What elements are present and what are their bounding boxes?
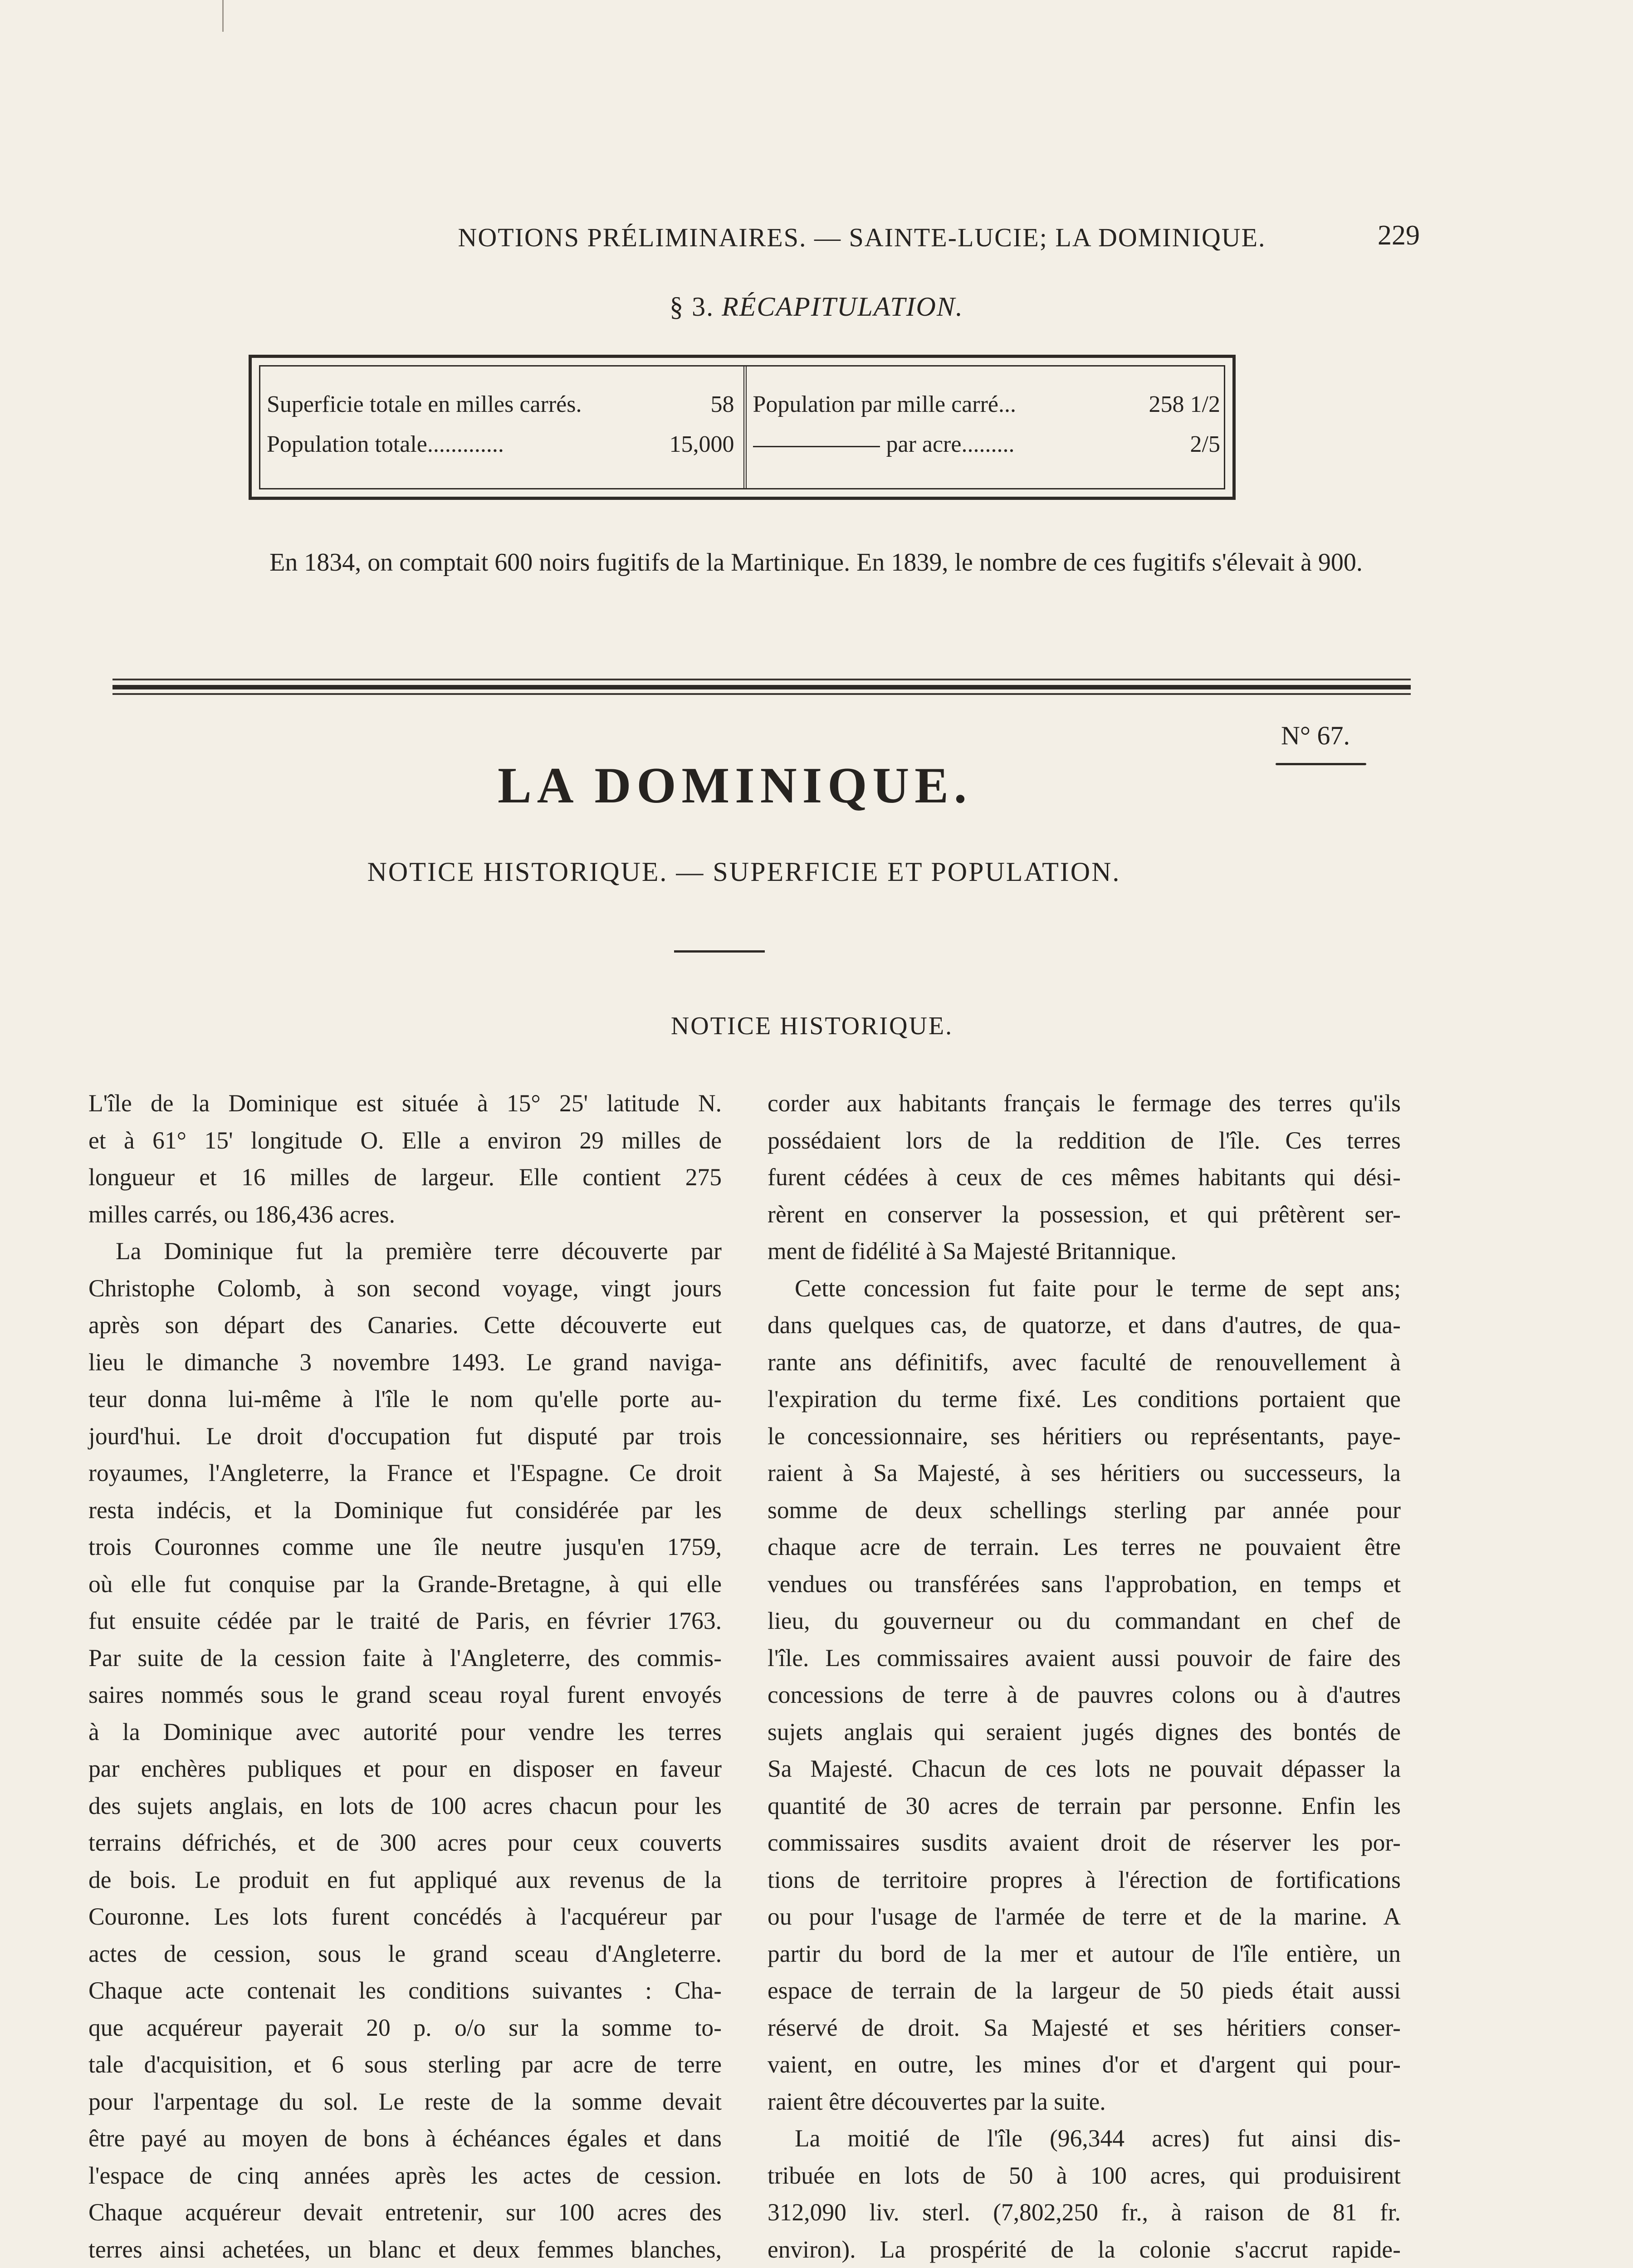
chapter-title: LA DOMINIQUE. (498, 758, 972, 814)
recap-value: 58 (710, 391, 734, 417)
text-line: trois Couronnes comme une île neutre jusqu'en 1759, (88, 1533, 722, 1560)
ditto-dash (753, 446, 880, 447)
recap-row (753, 425, 1221, 464)
text-line: raient être découvertes par la suite. (768, 2087, 1106, 2115)
section-heading (454, 291, 1179, 323)
text-line: saires nommés sous le grand sceau royal furent envoyés (88, 1681, 722, 1708)
text-line: Chaque acte contenait les conditions suivantes : Cha- (88, 1977, 722, 2004)
text-line: 312,090 liv. sterl. (7,802,250 fr., à raison de 81 fr. (768, 2199, 1401, 2226)
separator-rule-thin (112, 679, 1411, 680)
text-line: tale d'acquisition, et 6 sous sterling par acre de terre (88, 2051, 722, 2078)
text-line: de bois. Le produit en fut appliqué aux revenus de la (88, 1866, 722, 1893)
recap-label-group (753, 425, 1015, 464)
text-line: Sa Majesté. Chacun de ces lots ne pouvait dépasser la (768, 1755, 1401, 1782)
text-line: le concessionnaire, ses héritiers ou représentants, paye- (768, 1422, 1401, 1450)
text-line: lieu le dimanche 3 novembre 1493. Le grand naviga- (88, 1348, 722, 1376)
text-line: teur donna lui-même à l'île le nom qu'elle porte au- (88, 1385, 722, 1413)
text-line: rante ans définitifs, avec faculté de renouvellement à (768, 1348, 1401, 1376)
text-line: rèrent en conserver la possession, et qui prêtèrent ser- (768, 1200, 1401, 1228)
text-line: actes de cession, sous le grand sceau d'Angleterre. (88, 1940, 722, 1967)
text-line: ou pour l'usage de l'armée de terre et de la marine. A (768, 1903, 1401, 1930)
text-line: et à 61° 15' longitude O. Elle a environ 29 milles de (88, 1126, 722, 1154)
recap-label: Population totale............. (267, 431, 504, 457)
text-line: raient à Sa Majesté, à ses héritiers ou successeurs, la (768, 1459, 1401, 1486)
text-line: Cette concession fut faite pour le terme de sept ans; (795, 1274, 1401, 1302)
text-line: pour l'arpentage du sol. Le reste de la somme devait (88, 2087, 722, 2115)
text-line: terres ainsi achetées, un blanc et deux femmes blanches, (88, 2235, 722, 2263)
recap-label: Population par mille carré... (753, 391, 1016, 417)
text-line: l'île. Les commissaires avaient aussi pouvoir de faire des (768, 1644, 1401, 1672)
text-line: après son départ des Canaries. Cette découverte eut (88, 1311, 722, 1339)
recap-label: par acre......... (886, 431, 1015, 457)
text-line: être payé au moyen de bons à échéances égales et dans (88, 2125, 722, 2152)
text-line: Par suite de la cession faite à l'Angleterre, des commis- (88, 1644, 722, 1672)
text-line: jourd'hui. Le droit d'occupation fut disputé par trois (88, 1422, 722, 1450)
text-line: commissaires susdits avaient droit de réserver les por- (768, 1829, 1401, 1856)
text-line: possédaient lors de la reddition de l'île. Ces terres (768, 1126, 1401, 1154)
text-line: vendues ou transférées sans l'approbation, en temps et (768, 1570, 1401, 1598)
text-line: resta indécis, et la Dominique fut considérée par les (88, 1496, 722, 1524)
page-number: 229 (1378, 220, 1420, 251)
section-number: § 3. (670, 292, 714, 322)
text-line: longueur et 16 milles de largeur. Elle contient 275 (88, 1163, 722, 1191)
text-line: que acquéreur payerait 20 p. o/o sur la somme to- (88, 2014, 722, 2041)
recap-label: Superficie totale en milles carrés. (267, 391, 582, 417)
text-line: vaient, en outre, les mines d'or et d'argent qui pour- (768, 2051, 1401, 2078)
text-line: l'espace de cinq années après les actes de cession. (88, 2161, 722, 2189)
text-line: ment de fidélité à Sa Majesté Britannique. (768, 1237, 1177, 1265)
binding-mark (222, 0, 224, 32)
text-line: lieu, du gouverneur ou du commandant en chef de (768, 1607, 1401, 1634)
text-line: fut ensuite cédée par le traité de Paris, en février 1763. (88, 1607, 722, 1634)
text-line: corder aux habitants français le fermage des terres qu'ils (768, 1090, 1401, 1117)
text-line: La moitié de l'île (96,344 acres) fut ainsi dis- (795, 2125, 1401, 2152)
text-line: partir du bord de la mer et autour de l'île entière, un (768, 1940, 1401, 1967)
text-line: par enchères publiques et pour en disposer en faveur (88, 1755, 722, 1782)
text-line: sujets anglais qui seraient jugés dignes des bontés de (768, 1718, 1401, 1745)
fugitives-note: En 1834, on comptait 600 noirs fugitifs de la Martinique. En 1839, le nombre de ces fugitifs s'élevait à 900. (269, 548, 1363, 577)
text-line: La Dominique fut la première terre découverte par (116, 1237, 722, 1265)
section-title: RÉCAPITULATION. (722, 292, 963, 322)
notice-number: N° 67. (1281, 721, 1350, 750)
recap-row (267, 385, 734, 425)
text-line: réservé de droit. Sa Majesté et ses héritiers conser- (768, 2014, 1401, 2041)
text-line: Christophe Colomb, à son second voyage, vingt jours (88, 1274, 722, 1302)
text-line: Chaque acquéreur devait entretenir, sur 100 acres des (88, 2199, 722, 2226)
recap-value: 15,000 (669, 431, 734, 457)
notice-heading: NOTICE HISTORIQUE. (670, 1012, 953, 1040)
text-line: concessions de terre à de pauvres colons ou à d'autres (768, 1681, 1401, 1708)
recap-value: 2/5 (1190, 431, 1220, 457)
text-line: où elle fut conquise par la Grande-Bretagne, à qui elle (88, 1570, 722, 1598)
text-line: milles carrés, ou 186,436 acres. (88, 1200, 395, 1228)
running-head: NOTIONS PRÉLIMINAIRES. — SAINTE-LUCIE; LA DOMINIQUE. (458, 223, 1266, 252)
chapter-rule (674, 950, 765, 953)
text-line: à la Dominique avec autorité pour vendre les terres (88, 1718, 722, 1745)
text-line: l'expiration du terme fixé. Les conditions portaient que (768, 1385, 1401, 1413)
text-line: tions de territoire propres à l'érection de fortifications (768, 1866, 1401, 1893)
recapitulation-table (249, 355, 1236, 500)
notice-number-rule (1276, 763, 1366, 765)
text-line: environ). La prospérité de la colonie s'accrut rapide- (768, 2235, 1401, 2263)
separator-rule-thick (112, 685, 1411, 689)
recap-row (267, 425, 734, 464)
text-line: terrains défrichés, et de 300 acres pour ceux couverts (88, 1829, 722, 1856)
text-line: Couronne. Les lots furent concédés à l'acquéreur par (88, 1903, 722, 1930)
recap-value: 258 1/2 (1149, 391, 1220, 417)
text-line: L'île de la Dominique est située à 15° 25' latitude N. (88, 1090, 722, 1117)
separator-rule-thin (112, 693, 1411, 695)
right-text-column (768, 1085, 1401, 2268)
text-line: furent cédées à ceux de ces mêmes habitants qui dési- (768, 1163, 1401, 1191)
recap-row (753, 385, 1221, 425)
text-line: dans quelques cas, de quatorze, et dans d'autres, de qua- (768, 1311, 1401, 1339)
left-text-column (88, 1085, 722, 2268)
text-line: espace de terrain de la largeur de 50 pieds était aussi (768, 1977, 1401, 2004)
recap-left-column (260, 367, 747, 488)
text-line: chaque acre de terrain. Les terres ne pouvaient être (768, 1533, 1401, 1560)
text-line: royaumes, l'Angleterre, la France et l'Espagne. Ce droit (88, 1459, 722, 1486)
text-line: tribuée en lots de 50 à 100 acres, qui produisirent (768, 2161, 1401, 2189)
text-line: des sujets anglais, en lots de 100 acres chacun pour les (88, 1792, 722, 1819)
text-line: quantité de 30 acres de terrain par personne. Enfin les (768, 1792, 1401, 1819)
recapitulation-table-inner (259, 365, 1225, 489)
chapter-subtitle: NOTICE HISTORIQUE. — SUPERFICIE ET POPULATION. (367, 857, 1121, 887)
recap-right-column (747, 367, 1224, 488)
text-line: somme de deux schellings sterling par année pour (768, 1496, 1401, 1524)
